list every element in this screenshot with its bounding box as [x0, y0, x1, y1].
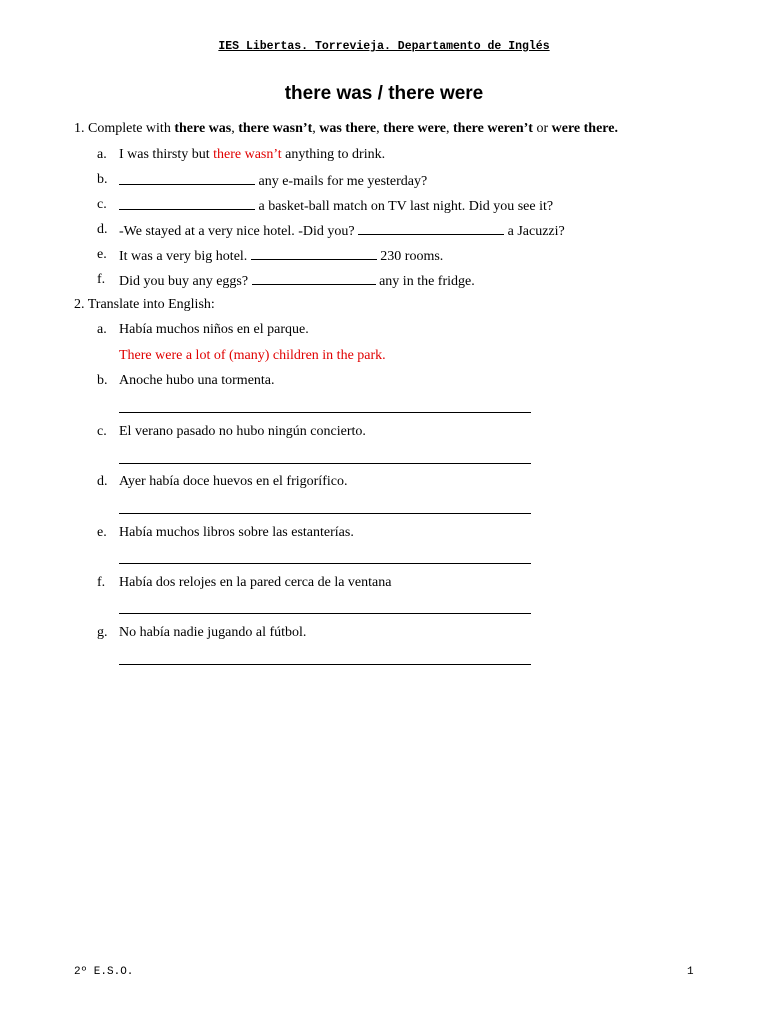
- answer-line[interactable]: [119, 664, 531, 665]
- item-letter: e.: [97, 247, 107, 262]
- item-letter: f.: [97, 575, 106, 590]
- item-letter: d.: [97, 222, 108, 237]
- exercise-1-item-d: -We stayed at a very nice hotel. -Did you? a Jacuzzi?: [119, 221, 565, 241]
- exercise-2-item-d: Ayer había doce huevos en el frigorífico.: [119, 474, 348, 489]
- item-letter: a.: [97, 147, 107, 162]
- item-letter: b.: [97, 373, 108, 388]
- answer-line[interactable]: [119, 563, 531, 564]
- answer-line[interactable]: [119, 463, 531, 464]
- answer-blank[interactable]: [119, 171, 255, 185]
- answer-blank[interactable]: [119, 196, 255, 210]
- answer-blank[interactable]: [252, 271, 376, 285]
- answer-line[interactable]: [119, 412, 531, 413]
- exercise-2-item-g: No había nadie jugando al fútbol.: [119, 625, 307, 640]
- exercise-1-item-f: Did you buy any eggs? any in the fridge.: [119, 271, 475, 291]
- answer-blank[interactable]: [358, 221, 504, 235]
- page-number: 1: [687, 966, 694, 978]
- item-letter: f.: [97, 272, 106, 287]
- item-letter: g.: [97, 625, 108, 640]
- answer-text: There were a lot of (many) children in the park.: [119, 348, 386, 363]
- exercise-1-instruction: 1. Complete with there was, there wasn’t, was there, there were, there weren’t or were there.: [74, 121, 618, 136]
- item-letter: c.: [97, 424, 107, 439]
- item-letter: c.: [97, 197, 107, 212]
- item-letter: b.: [97, 172, 108, 187]
- exercise-2-instruction: 2. Translate into English:: [74, 297, 215, 312]
- exercise-2-item-a: Había muchos niños en el parque.: [119, 322, 309, 337]
- page-title: there was / there were: [284, 83, 484, 104]
- answer-line[interactable]: [119, 513, 531, 514]
- answer-blank[interactable]: [251, 246, 377, 260]
- exercise-1-item-c: a basket-ball match on TV last night. Did you see it?: [119, 196, 553, 216]
- exercise-1-item-e: It was a very big hotel. 230 rooms.: [119, 246, 443, 266]
- item-letter: a.: [97, 322, 107, 337]
- exercise-1-item-b: any e-mails for me yesterday?: [119, 171, 427, 191]
- answer-line[interactable]: [119, 613, 531, 614]
- exercise-1-item-a: I was thirsty but there wasn’t anything to drink.: [119, 147, 386, 162]
- school-header: IES Libertas. Torrevieja. Departamento de Inglés: [218, 40, 550, 53]
- item-letter: e.: [97, 525, 107, 540]
- exercise-2-item-c: El verano pasado no hubo ningún concierto.: [119, 424, 366, 439]
- exercise-2-item-b: Anoche hubo una tormenta.: [119, 373, 275, 388]
- exercise-2-item-f: Había dos relojes en la pared cerca de la ventana: [119, 575, 392, 590]
- answer-text: there wasn’t: [213, 147, 282, 162]
- item-letter: d.: [97, 474, 108, 489]
- exercise-2-item-e: Había muchos libros sobre las estanterías.: [119, 525, 354, 540]
- footer-course: 2º E.S.O.: [74, 966, 134, 978]
